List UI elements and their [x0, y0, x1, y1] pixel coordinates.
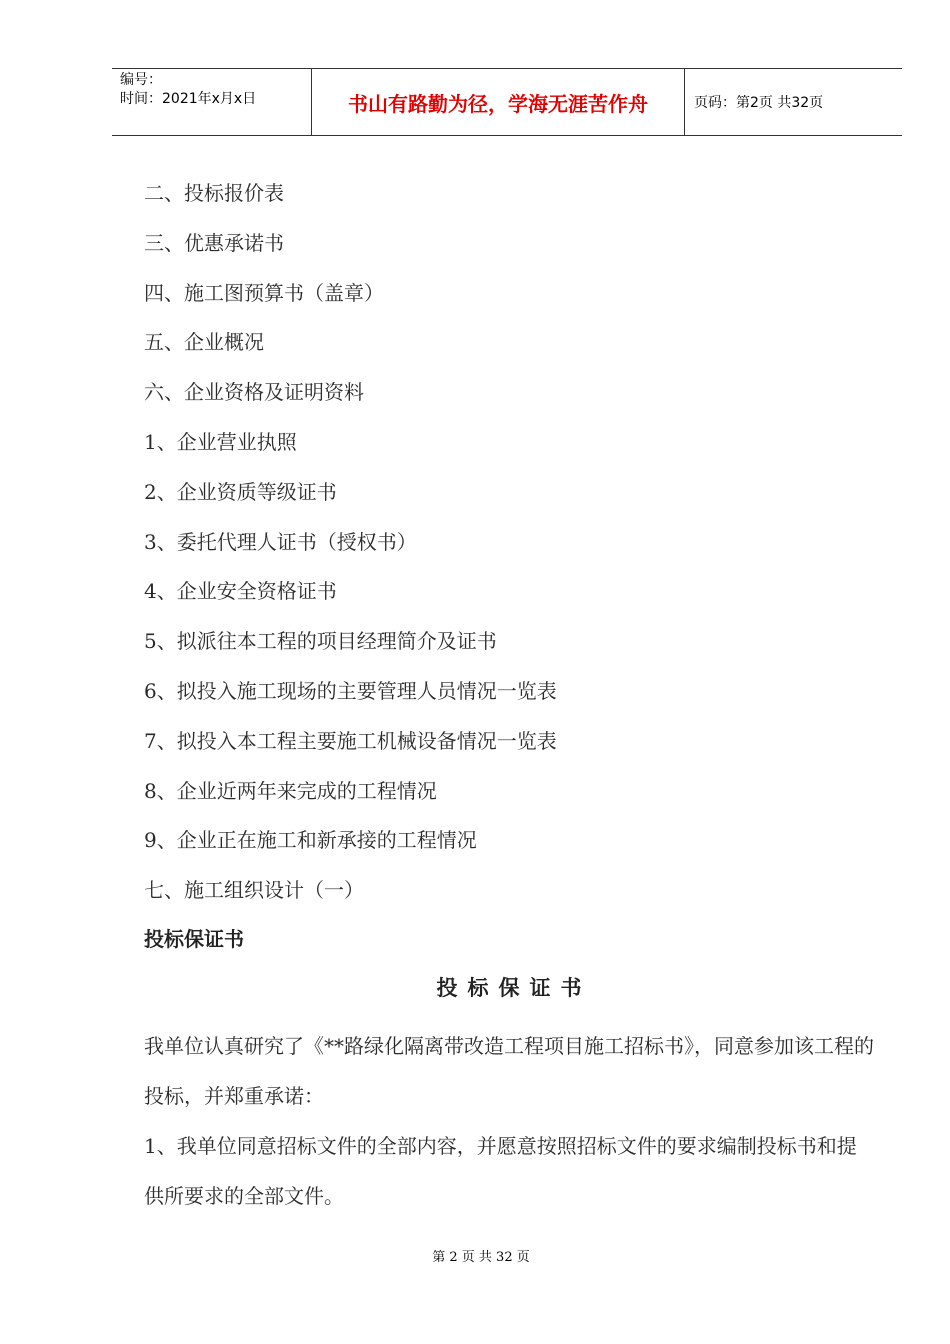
toc-item: 3、委托代理人证书（授权书）: [144, 529, 417, 554]
document-date-label: 时间：2021年x月x日: [120, 91, 257, 107]
header-motto: 书山有路勤为径，学海无涯苦作舟: [312, 69, 685, 135]
document-body: [144, 174, 874, 1221]
toc-item: 4、企业安全资格证书: [144, 579, 337, 604]
body-paragraph: 我单位认真研究了《**路绿化隔离带改造工程项目施工招标书》，同意参加该工程的投标，并郑重承诺：: [144, 1033, 874, 1108]
body-paragraph: 1、我单位同意招标文件的全部内容，并愿意按照招标文件的要求编制投标书和提供所要求的全部文件。: [144, 1133, 857, 1208]
header-page-info: 页码：第2页 共32页: [694, 95, 824, 111]
header-meta-cell: [112, 69, 312, 135]
toc-item: 7、拟投入本工程主要施工机械设备情况一览表: [144, 728, 557, 753]
toc-item: 8、企业近两年来完成的工程情况: [144, 778, 437, 803]
toc-item: 1、企业营业执照: [144, 429, 297, 454]
page-footer: 第 2 页 共 32 页: [432, 1250, 530, 1265]
page-header: [112, 68, 902, 136]
toc-item: 七、施工组织设计（一）: [144, 878, 364, 903]
document-title: 投标保证书: [436, 975, 592, 1000]
toc-item: 9、企业正在施工和新承接的工程情况: [144, 828, 477, 853]
toc-item: 四、施工图预算书（盖章）: [144, 280, 384, 305]
toc-item: 5、拟派往本工程的项目经理简介及证书: [144, 629, 497, 654]
section-heading: 投标保证书: [144, 926, 244, 951]
toc-item: 二、投标报价表: [144, 181, 284, 205]
table-of-contents: [144, 174, 874, 921]
document-number-label: 编号：: [120, 72, 162, 88]
toc-item: 五、企业概况: [144, 330, 264, 355]
toc-item: 6、拟投入施工现场的主要管理人员情况一览表: [144, 678, 557, 703]
toc-item: 2、企业资质等级证书: [144, 479, 337, 504]
toc-item: 六、企业资格及证明资料: [144, 380, 364, 405]
toc-item: 三、优惠承诺书: [144, 230, 284, 255]
